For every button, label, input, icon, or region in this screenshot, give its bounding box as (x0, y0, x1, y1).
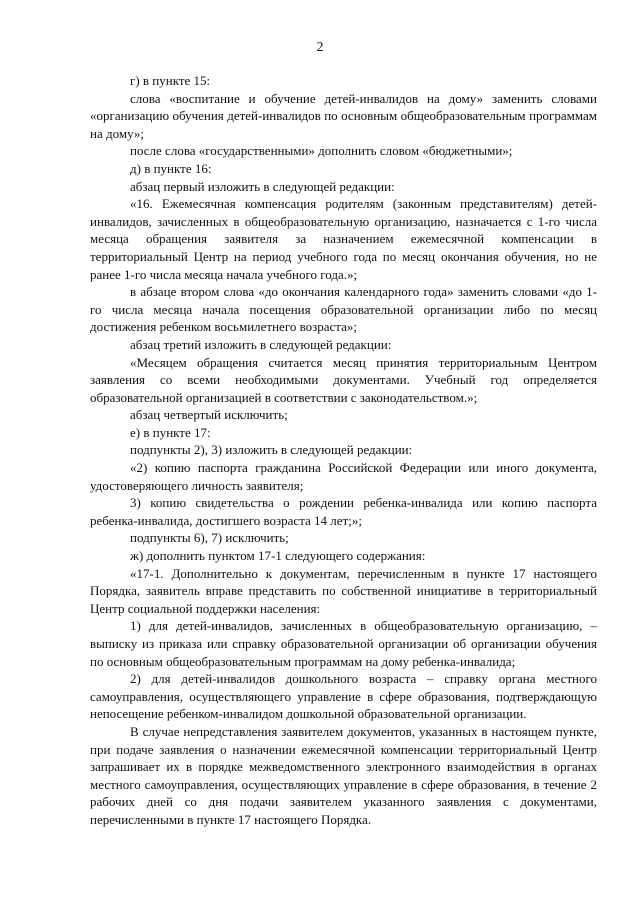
paragraph: слова «воспитание и обучение детей-инвалидов на дому» заменить словами «организацию обучения детей-инвалидов по основным общеобразовательным программам на дому»; (90, 90, 597, 141)
paragraph: ж) дополнить пунктом 17-1 следующего содержания: (130, 548, 426, 564)
paragraph: 3) копию свидетельства о рождении ребенка-инвалида или копию паспорта ребенка-инвалида, достигшего возраста 14 лет;»; (90, 495, 597, 528)
paragraph: подпункты 6), 7) исключить; (130, 530, 289, 546)
paragraph: в абзаце втором слова «до окончания календарного года» заменить словами «до 1-го числа месяца начала посещения образовательной организации либо по месяц достижения ребенком восьмилетнего возраста»; (90, 284, 597, 335)
paragraph: 1) для детей-инвалидов, зачисленных в общеобразовательную организацию, – выписку из приказа или справку образовательной организации об организации обучения по основным общеобразовательным программам на дому ребенка-инвалида; (90, 618, 597, 669)
page-number: 2 (316, 40, 324, 55)
paragraph: абзац четвертый исключить; (130, 407, 288, 423)
paragraph: абзац третий изложить в следующей редакции: (130, 336, 392, 352)
document-body (90, 72, 597, 829)
paragraph: после слова «государственными» дополнить словом «бюджетными»; (130, 143, 513, 159)
paragraph: е) в пункте 17: (130, 424, 211, 440)
paragraph: «Месяцем обращения считается месяц принятия территориальным Центром заявления со всеми необходимыми документами. Учебный год определяется образовательной организацией в соответствии с законодательством.»; (90, 354, 597, 405)
paragraph: д) в пункте 16: (130, 160, 212, 176)
paragraph: абзац первый изложить в следующей редакции: (130, 178, 395, 194)
paragraph: 2) для детей-инвалидов дошкольного возраста – справку органа местного самоуправления, осуществляющего управление в сфере образования, подтверждающую непосещение ребенком-инвалидом дошкольной образовательной организации. (90, 671, 597, 722)
paragraph: г) в пункте 15: (130, 73, 211, 88)
paragraph: «17-1. Дополнительно к документам, перечисленным в пункте 17 настоящего Порядка, заявитель вправе представить по собственной инициативе в территориальный Центр социальной поддержки населения: (90, 565, 597, 616)
paragraph: «16. Ежемесячная компенсация родителям (законным представителям) детей-инвалидов, зачисленных в общеобразовательную организацию, назначается с 1-го числа месяца обращения заявителя за назначением ежемесячной компенсации в территориальный Центр на период учебного года по месяц окончания обучения, но не ранее 1-го числа месяца начала учебного года.»; (90, 196, 597, 282)
paragraph: В случае непредставления заявителем документов, указанных в настоящем пункте, при подаче заявления о назначении ежемесячной компенсации территориальный Центр запрашивает их в порядке межведомственного электронного взаимодействия в органах местного самоуправления, осуществляющих управление в сфере образования, в течение 2 рабочих дней со дня подачи заявителем указанного заявления с документами, перечисленными в пункте 17 настоящего Порядка. (90, 723, 597, 827)
paragraph: подпункты 2), 3) изложить в следующей редакции: (130, 442, 413, 458)
paragraph: «2) копию паспорта гражданина Российской Федерации или иного документа, удостоверяющего личность заявителя; (90, 460, 597, 493)
